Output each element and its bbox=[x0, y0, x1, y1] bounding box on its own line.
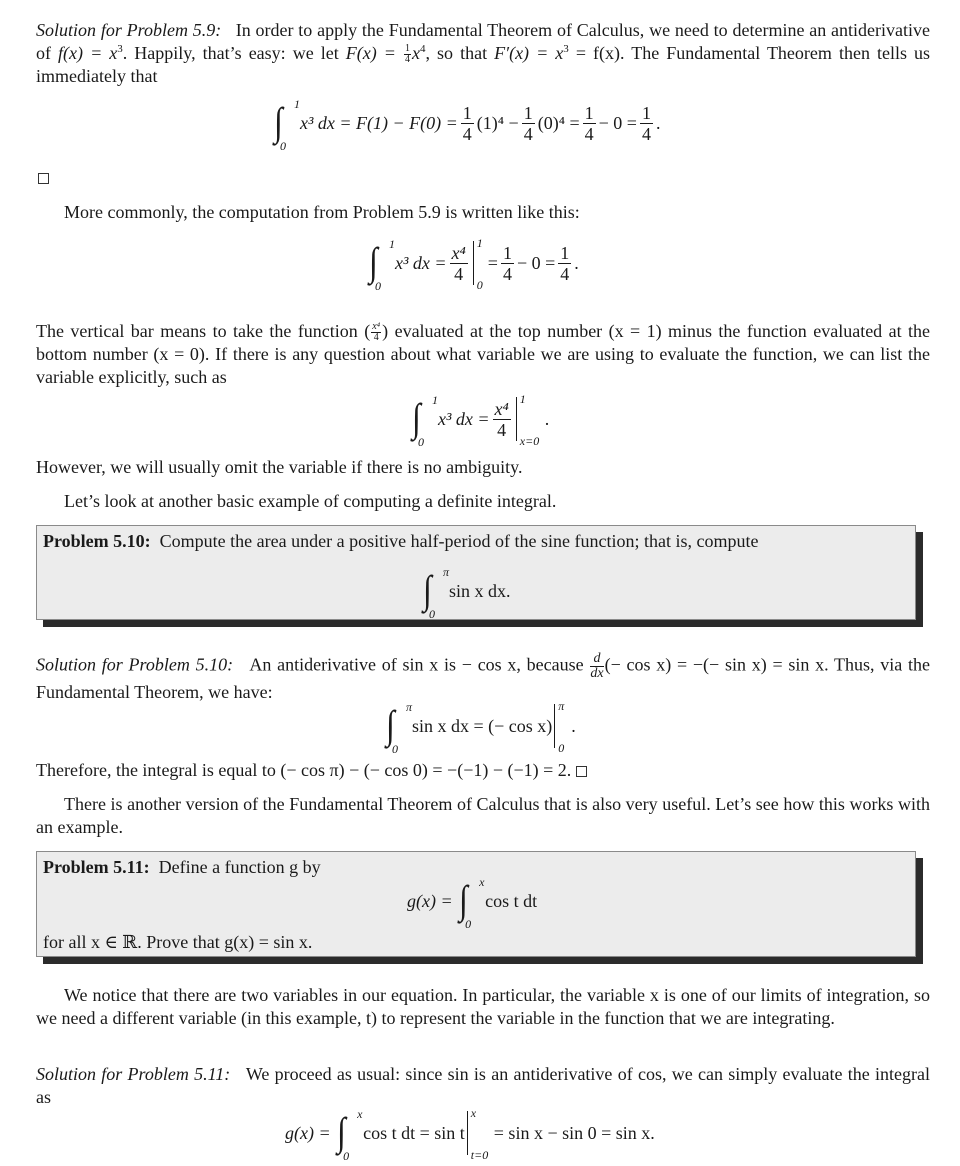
qed-icon bbox=[38, 173, 49, 184]
term: − 0 = bbox=[598, 112, 637, 133]
problem-5-10-box bbox=[36, 525, 916, 620]
we-notice-paragraph: We notice that there are two variables in our equation. In particular, the variable x is one of our limits of integration, so we need a different variable (in this example, t) to represent the variable in the function that we are integrating. bbox=[36, 985, 930, 1028]
integrand: cos t dt = sin t bbox=[363, 1122, 465, 1143]
fraction: $\frac{1}{4}$ bbox=[523, 102, 533, 144]
evaluation-bar: 1 x=0 bbox=[516, 397, 541, 441]
integral-sign: ∫ 1 0 bbox=[369, 237, 395, 293]
text: evaluated at the top number (x = 1) minus the function evaluated at the bottom number (x = 0). If there is any question about what variable we are using to evaluate the function, we can list the variable explicitly, such as bbox=[36, 321, 931, 388]
fraction: $\frac{1}{4}$ bbox=[641, 102, 651, 144]
lhs: g(x) = bbox=[407, 890, 453, 911]
problem-5-11-box bbox=[36, 851, 916, 957]
integrand: x³ dx = bbox=[395, 252, 447, 273]
integrand: x³ dx = F(1) − F(0) = bbox=[300, 112, 458, 133]
problem-statement bbox=[43, 530, 758, 553]
lhs: g(x) = bbox=[285, 1122, 331, 1143]
problem-label: Problem 5.10: bbox=[43, 531, 151, 551]
solution-5-10-paragraph bbox=[36, 652, 930, 704]
text: In order to apply the Fundamental Theorem of Calculus, we need to determine an antiderivative of bbox=[36, 20, 930, 63]
fraction: $\frac{1}{4}$ bbox=[462, 102, 472, 144]
integrand: sin x dx = (− cos x) bbox=[412, 715, 553, 736]
problem-label: Problem 5.11: bbox=[43, 857, 150, 877]
math-f: f(x) = x bbox=[58, 43, 118, 63]
equation-explicit-variable: ∫ 1 0 x³ dx = $\frac{\text{x⁴}}{4}$ 1 x=0 . bbox=[412, 392, 550, 449]
integral-sign: ∫ π 0 bbox=[423, 565, 450, 621]
however-paragraph: However, we will usually omit the variable if there is no ambiguity. bbox=[36, 457, 523, 477]
qed-icon bbox=[576, 766, 587, 777]
text: Compute the area under a positive half-period of the sine function; that is, compute bbox=[159, 531, 759, 551]
integral-sign: ∫ x 0 bbox=[459, 875, 485, 931]
more-commonly-paragraph: More commonly, the computation from Problem 5.9 is written like this: bbox=[64, 202, 580, 222]
integral-sign: ∫ 1 0 bbox=[274, 97, 300, 153]
derivative-operator: $\frac{d}{dx}$ bbox=[590, 651, 604, 681]
text: . Happily, that’s easy: we let bbox=[122, 43, 339, 63]
text: Define a function g by bbox=[158, 857, 321, 877]
result: = sin x − sin 0 = sin x. bbox=[493, 1122, 655, 1143]
problem-footer: for all x ∈ ℝ. Prove that g(x) = sin x. bbox=[43, 932, 313, 952]
fraction: $\frac{\text{x⁴}}{4}$ bbox=[494, 398, 509, 440]
fraction: $\frac{1}{4}$ bbox=[560, 242, 570, 284]
integral-sign: ∫ x 0 bbox=[337, 1107, 363, 1163]
fraction: $\frac{\text{x⁴}}{4}$ bbox=[451, 242, 466, 284]
another-version-paragraph: There is another version of the Fundamental Theorem of Calculus that is also very useful. Let’s see how this works with an example. bbox=[36, 794, 930, 837]
solution-5-9-paragraph: Solution for Problem 5.9: In order to apply the Fundamental Theorem of Calculus, we need to determine an antiderivative of $f(x) = x^3$. Happily, that’s easy: we let F(x) = $\frac{1}{4}$ $x^4$, so that $F'(x) = x^3 = f(x)$. The Fundamental Theorem then tells us immediately that bbox=[36, 20, 931, 87]
text: , so that bbox=[425, 43, 488, 63]
fraction: $\frac{1}{4}$ bbox=[584, 102, 594, 144]
fraction: $\frac{1}{4}$ bbox=[502, 242, 512, 284]
math-F: F(x) = bbox=[345, 43, 396, 63]
solution-lead: Solution for Problem 5.10: bbox=[36, 654, 234, 675]
integral-sign: ∫ 1 0 bbox=[412, 393, 438, 449]
therefore-paragraph bbox=[36, 759, 930, 782]
text: We proceed as usual: since sin is an antiderivative of cos, we can simply evaluate the integral as bbox=[36, 1064, 930, 1107]
fraction: $\frac{1}{4}$ bbox=[405, 43, 411, 66]
text: An antiderivative of sin x is − cos x, because bbox=[249, 654, 584, 675]
evaluation-bar: π 0 bbox=[554, 704, 567, 748]
equation-g-definition bbox=[407, 875, 538, 931]
math-Fprime: F′(x) = x bbox=[494, 43, 564, 63]
integrand: cos t dt bbox=[485, 890, 538, 911]
evaluation-bar: 1 0 bbox=[473, 241, 484, 285]
term: (1)⁴ − bbox=[476, 112, 519, 133]
equation-g-evaluation bbox=[285, 1106, 655, 1163]
integral-sign: ∫ π 0 bbox=[386, 700, 413, 756]
problem-statement bbox=[43, 856, 321, 879]
lets-look-paragraph: Let’s look at another basic example of computing a definite integral. bbox=[64, 491, 557, 511]
text: The vertical bar means to take the function bbox=[36, 321, 358, 341]
evaluation-bar: x t=0 bbox=[467, 1111, 490, 1155]
equation-ftc-5-9: ∫ 1 0 x³ dx = F(1) − F(0) = $\frac{1}{4}$ (1)⁴ − $\frac{1}{4}$ (0)⁴ = $\frac{1}{4}$ − 0 = $\frac{1}{4}$ . bbox=[274, 97, 661, 153]
vertical-bar-paragraph: The vertical bar means to take the function ( $\frac{\text{x⁴}}{4}$ ) evaluated at the top number (x = 1) minus the function evaluated at the bottom number (x = 0). If there is any question about what variable we are using to evaluate the function, we can list the variable explicitly, such as bbox=[36, 321, 931, 388]
solution-lead: Solution for Problem 5.9: bbox=[36, 20, 222, 40]
text: = f(x). The Fundamental Theorem then tells us immediately that bbox=[36, 43, 931, 87]
integrand: x³ dx = bbox=[438, 408, 490, 429]
solution-lead: Solution for Problem 5.11: bbox=[36, 1064, 231, 1084]
equation-bar-notation: ∫ 1 0 x³ dx = $\frac{\text{x⁴}}{4}$ 1 0 = $\frac{1}{4}$ − 0 = $\frac{1}{4}$ . bbox=[369, 236, 579, 293]
solution-5-11-paragraph bbox=[36, 1063, 930, 1109]
equation-sine-integral bbox=[421, 565, 511, 621]
term: (0)⁴ = bbox=[537, 112, 580, 133]
text: Therefore, the integral is equal to (− cos π) − (− cos 0) = −(−1) − (−1) = 2. bbox=[36, 760, 572, 780]
text: (− cos x) = −(− sin x) = sin x. Thus, via the Fundamental Theorem, we have: bbox=[36, 654, 930, 702]
fraction: $\frac{\text{x⁴}}{4}$ bbox=[372, 321, 381, 344]
equation-sine-evaluation: ∫ π 0 sin x dx = (− cos x) π 0 . bbox=[386, 699, 576, 756]
integrand: sin x dx. bbox=[449, 580, 511, 601]
